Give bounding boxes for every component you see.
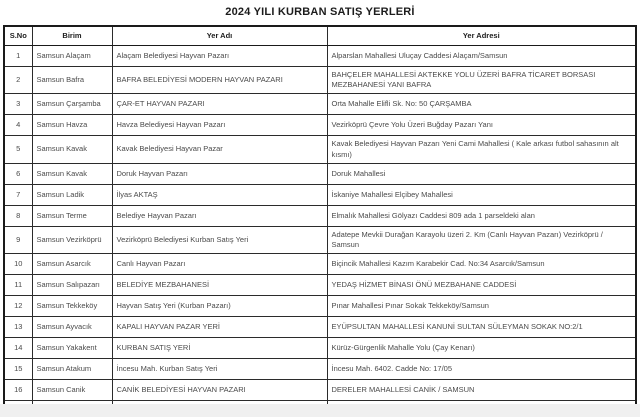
cell-sno: 12 — [4, 295, 32, 316]
table-row — [4, 316, 636, 337]
cell-yer-adresi: Pınar Mahallesi Pınar Sokak Tekkeköy/Samsun — [327, 295, 636, 316]
cell-sno: 7 — [4, 184, 32, 205]
header-birim: Birim — [32, 26, 112, 46]
cell-sno: 8 — [4, 205, 32, 226]
cell-yer-adi: CANİK BELEDİYESİ HAYVAN PAZARI — [112, 379, 327, 400]
cell-yer-adresi: Doruk Mahallesi — [327, 163, 636, 184]
table-row — [4, 115, 636, 136]
cell-yer-adresi: Adatepe Mevkii Durağan Karayolu üzeri 2. Km (Canlı Hayvan Pazarı) Vezirköprü / Samsun — [327, 226, 636, 253]
cell-yer-adresi: Kavak Belediyesi Hayvan Pazarı Yeni Cami Mahallesi ( Kale arkası futbol sahasının alt kısmı) — [327, 136, 636, 163]
cell-yer-adresi: İskaniye Mahallesi Elçibey Mahallesi — [327, 184, 636, 205]
table-row — [4, 67, 636, 94]
page-bottom-edge — [0, 404, 640, 417]
cell-sno: 2 — [4, 67, 32, 94]
page-title: 2024 YILI KURBAN SATIŞ YERLERİ — [225, 6, 415, 18]
header-sno: S.No — [4, 26, 32, 46]
cell-yer-adresi: Kürüz-Gürgenlik Mahalle Yolu (Çay Kenarı) — [327, 337, 636, 358]
table-row — [4, 205, 636, 226]
cell-birim: Samsun Tekkeköy — [32, 295, 112, 316]
cell-birim: Samsun Terme — [32, 205, 112, 226]
table-row — [4, 274, 636, 295]
cell-birim: Samsun Havza — [32, 115, 112, 136]
cell-yer-adresi: Orta Mahalle Elifli Sk. No: 50 ÇARŞAMBA — [327, 94, 636, 115]
table-row — [4, 337, 636, 358]
cell-yer-adi: İlyas AKTAŞ — [112, 184, 327, 205]
table-row — [4, 358, 636, 379]
cell-sno: 5 — [4, 136, 32, 163]
table-row — [4, 46, 636, 67]
cell-yer-adresi: Elmalık Mahallesi Gölyazı Caddesi 809 ada 1 parseldeki alan — [327, 205, 636, 226]
cell-sno: 4 — [4, 115, 32, 136]
cell-sno: 3 — [4, 94, 32, 115]
cell-yer-adi: KAPALI HAYVAN PAZAR YERİ — [112, 316, 327, 337]
cell-yer-adresi: DERELER MAHALLESİ CANİK / SAMSUN — [327, 379, 636, 400]
cell-yer-adi: Hayvan Satış Yeri (Kurban Pazarı) — [112, 295, 327, 316]
cell-yer-adresi: Biçincik Mahallesi Kazım Karabekir Cad. No:34 Asarcık/Samsun — [327, 253, 636, 274]
cell-birim: Samsun Kavak — [32, 136, 112, 163]
cell-birim: Samsun Salıpazarı — [32, 274, 112, 295]
cell-yer-adresi: EYÜPSULTAN MAHALLESİ KANUNİ SULTAN SÜLEYMAN SOKAK NO:2/1 — [327, 316, 636, 337]
table-body — [4, 46, 636, 417]
table-row — [4, 226, 636, 253]
cell-yer-adi: Doruk Hayvan Pazarı — [112, 163, 327, 184]
table-row — [4, 184, 636, 205]
cell-sno: 6 — [4, 163, 32, 184]
cell-yer-adi: İncesu Mah. Kurban Satış Yeri — [112, 358, 327, 379]
cell-sno: 14 — [4, 337, 32, 358]
cell-yer-adi: Havza Belediyesi Hayvan Pazarı — [112, 115, 327, 136]
cell-sno: 15 — [4, 358, 32, 379]
cell-yer-adi: BELEDİYE MEZBAHANESİ — [112, 274, 327, 295]
cell-yer-adresi: İncesu Mah. 6402. Cadde No: 17/05 — [327, 358, 636, 379]
cell-sno: 13 — [4, 316, 32, 337]
cell-yer-adi: KURBAN SATIŞ YERİ — [112, 337, 327, 358]
cell-sno: 1 — [4, 46, 32, 67]
cell-yer-adresi: YEDAŞ HİZMET BİNASI ÖNÜ MEZBAHANE CADDESİ — [327, 274, 636, 295]
table-row — [4, 94, 636, 115]
cell-birim: Samsun Yakakent — [32, 337, 112, 358]
cell-birim: Samsun Ladik — [32, 184, 112, 205]
cell-birim: Samsun Asarcık — [32, 253, 112, 274]
cell-yer-adresi: Alparslan Mahallesi Uluçay Caddesi Alaçam/Samsun — [327, 46, 636, 67]
cell-birim: Samsun Vezirköprü — [32, 226, 112, 253]
table-header-row — [4, 26, 636, 46]
table-row — [4, 163, 636, 184]
cell-birim: Samsun Canik — [32, 379, 112, 400]
cell-yer-adresi: BAHÇELER MAHALLESİ AKTEKKE YOLU ÜZERİ BAFRA TİCARET BORSASI MEZBAHANESİ YANI BAFRA — [327, 67, 636, 94]
cell-birim: Samsun Alaçam — [32, 46, 112, 67]
cell-yer-adi: Vezirköprü Belediyesi Kurban Satış Yeri — [112, 226, 327, 253]
cell-sno: 11 — [4, 274, 32, 295]
cell-yer-adi: Canlı Hayvan Pazarı — [112, 253, 327, 274]
cell-birim: Samsun Kavak — [32, 163, 112, 184]
header-yer-adresi: Yer Adresi — [327, 26, 636, 46]
cell-yer-adi: Alaçam Belediyesi Hayvan Pazarı — [112, 46, 327, 67]
cell-yer-adi: Belediye Hayvan Pazarı — [112, 205, 327, 226]
table-row — [4, 253, 636, 274]
cell-sno: 10 — [4, 253, 32, 274]
table-row — [4, 379, 636, 400]
cell-birim: Samsun Atakum — [32, 358, 112, 379]
cell-yer-adi: Kavak Belediyesi Hayvan Pazar — [112, 136, 327, 163]
header-yer-adi: Yer Adı — [112, 26, 327, 46]
cell-yer-adresi: Vezirköprü Çevre Yolu Üzeri Buğday Pazarı Yanı — [327, 115, 636, 136]
cell-sno: 9 — [4, 226, 32, 253]
cell-sno: 16 — [4, 379, 32, 400]
kurban-sales-table — [3, 25, 637, 417]
table-row — [4, 295, 636, 316]
cell-birim: Samsun Çarşamba — [32, 94, 112, 115]
table-row — [4, 136, 636, 163]
cell-yer-adi: ÇAR-ET HAYVAN PAZARI — [112, 94, 327, 115]
cell-birim: Samsun Bafra — [32, 67, 112, 94]
cell-yer-adi: BAFRA BELEDİYESİ MODERN HAYVAN PAZARI — [112, 67, 327, 94]
cell-birim: Samsun Ayvacık — [32, 316, 112, 337]
